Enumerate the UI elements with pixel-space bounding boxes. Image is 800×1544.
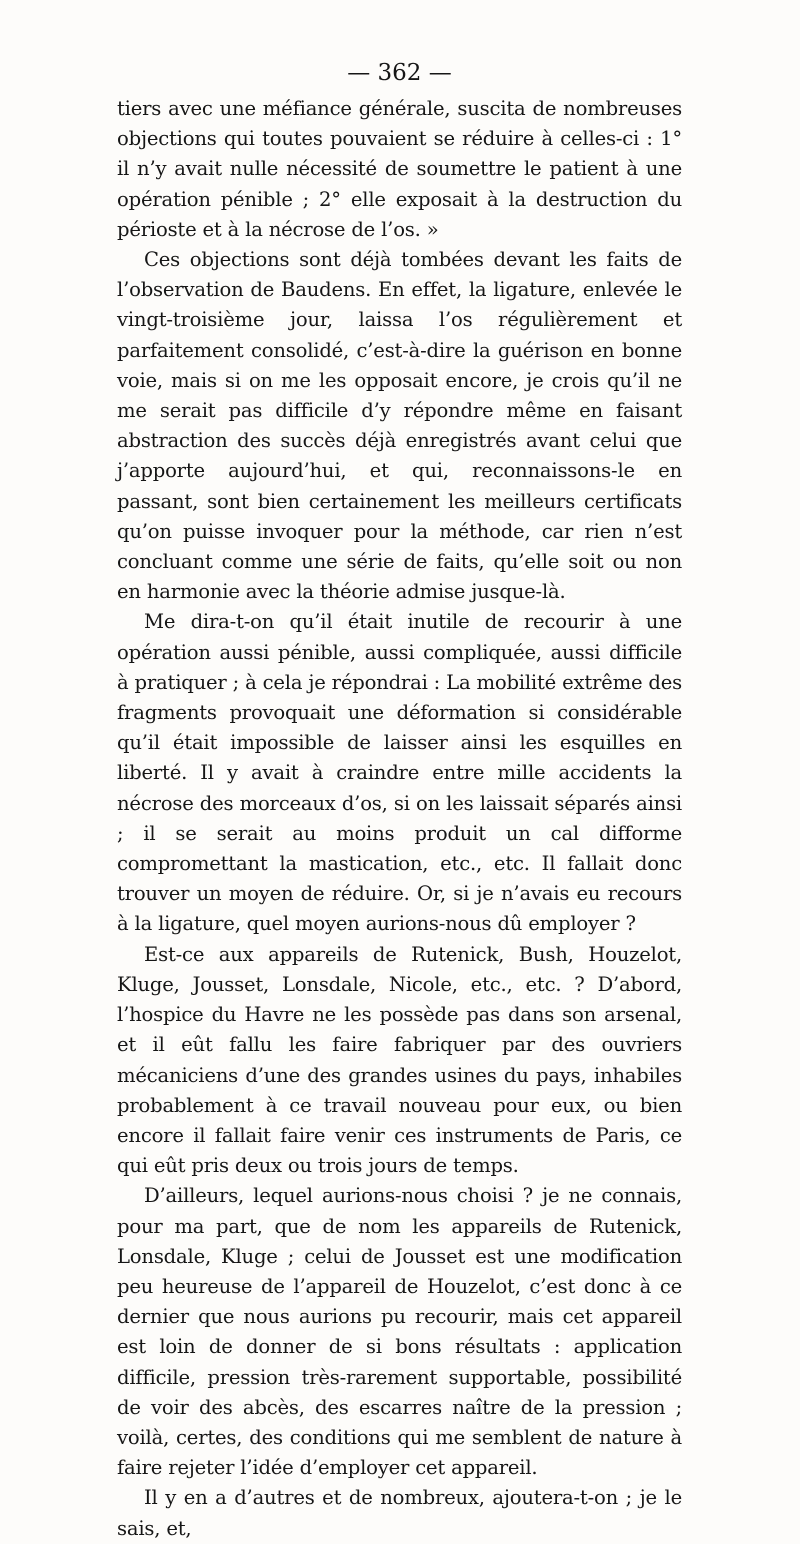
paragraph: D’ailleurs, lequel aurions-nous choisi ? je ne connais, pour ma part, que de nom les appareils de Rutenick, Lonsdale, Kluge ; celui de Jousset est une modification peu heureuse de l’appareil de Houzelot, c’est donc à ce dernier que nous aurions pu recourir, mais cet appareil est loin de donner de si bons résultats : application difficile, pression très-rarement supportable, possibilité de voir des abcès, des escarres naître de la pression ; voilà, certes, des conditions qui me semblent de nature à faire rejeter l’idée d’employer cet appareil. bbox=[117, 1184, 682, 1480]
book-page bbox=[117, 58, 682, 1544]
paragraph: Ces objections sont déjà tombées devant les faits de l’observation de Baudens. En effet, la ligature, enlevée le vingt-troisième jour, laissa l’os régulièrement et parfaitement consolidé, c’est-à-dire la guérison en bonne voie, mais si on me les opposait encore, je crois qu’il ne me serait pas difficile d’y répondre même en faisant abstraction des succès déjà enregistrés avant celui que j’apporte aujourd’hui, et qui, reconnaissons-le en passant, sont bien certainement les meilleurs certificats qu’on puisse invoquer pour la méthode, car rien n’est concluant comme une série de faits, qu’elle soit ou non en harmonie avec la théorie admise jusque-là. bbox=[117, 248, 682, 604]
paragraph: Me dira-t-on qu’il était inutile de recourir à une opération aussi pénible, aussi compliquée, aussi difficile à pratiquer ; à cela je répondrai : La mobilité extrême des fragments provoquait une déformation si considérable qu’il était impossible de laisser ainsi les esquilles en liberté. Il y avait à craindre entre mille accidents la nécrose des morceaux d’os, si on les laissait séparés ainsi ; il se serait au moins produit un cal difforme compromettant la mastication, etc., etc. Il fallait donc trouver un moyen de réduire. Or, si je n’avais eu recours à la ligature, quel moyen aurions-nous dû employer ? bbox=[117, 610, 682, 936]
paragraph: Est-ce aux appareils de Rutenick, Bush, Houzelot, Kluge, Jousset, Lonsdale, Nicole, etc., etc. ? D’abord, l’hospice du Havre ne les possède pas dans son arsenal, et il eût fallu les faire fabriquer par des ouvriers mécaniciens d’une des grandes usines du pays, inhabiles probablement à ce travail nouveau pour eux, ou bien encore il fallait faire venir ces instruments de Paris, ce qui eût pris deux ou trois jours de temps. bbox=[117, 942, 682, 1178]
paragraph-continuation: tiers avec une méfiance générale, suscita de nombreuses objections qui toutes pouvaient se réduire à celles-ci : 1° il n’y avait nulle nécessité de soumettre le patient à une opération pénible ; 2° elle exposait à la destruction du périoste et à la nécrose de l’os. » bbox=[117, 97, 682, 241]
page-number: — 362 — bbox=[347, 60, 452, 86]
paragraph: Il y en a d’autres et de nombreux, ajoutera-t-on ; je le sais, et, bbox=[117, 1486, 682, 1540]
